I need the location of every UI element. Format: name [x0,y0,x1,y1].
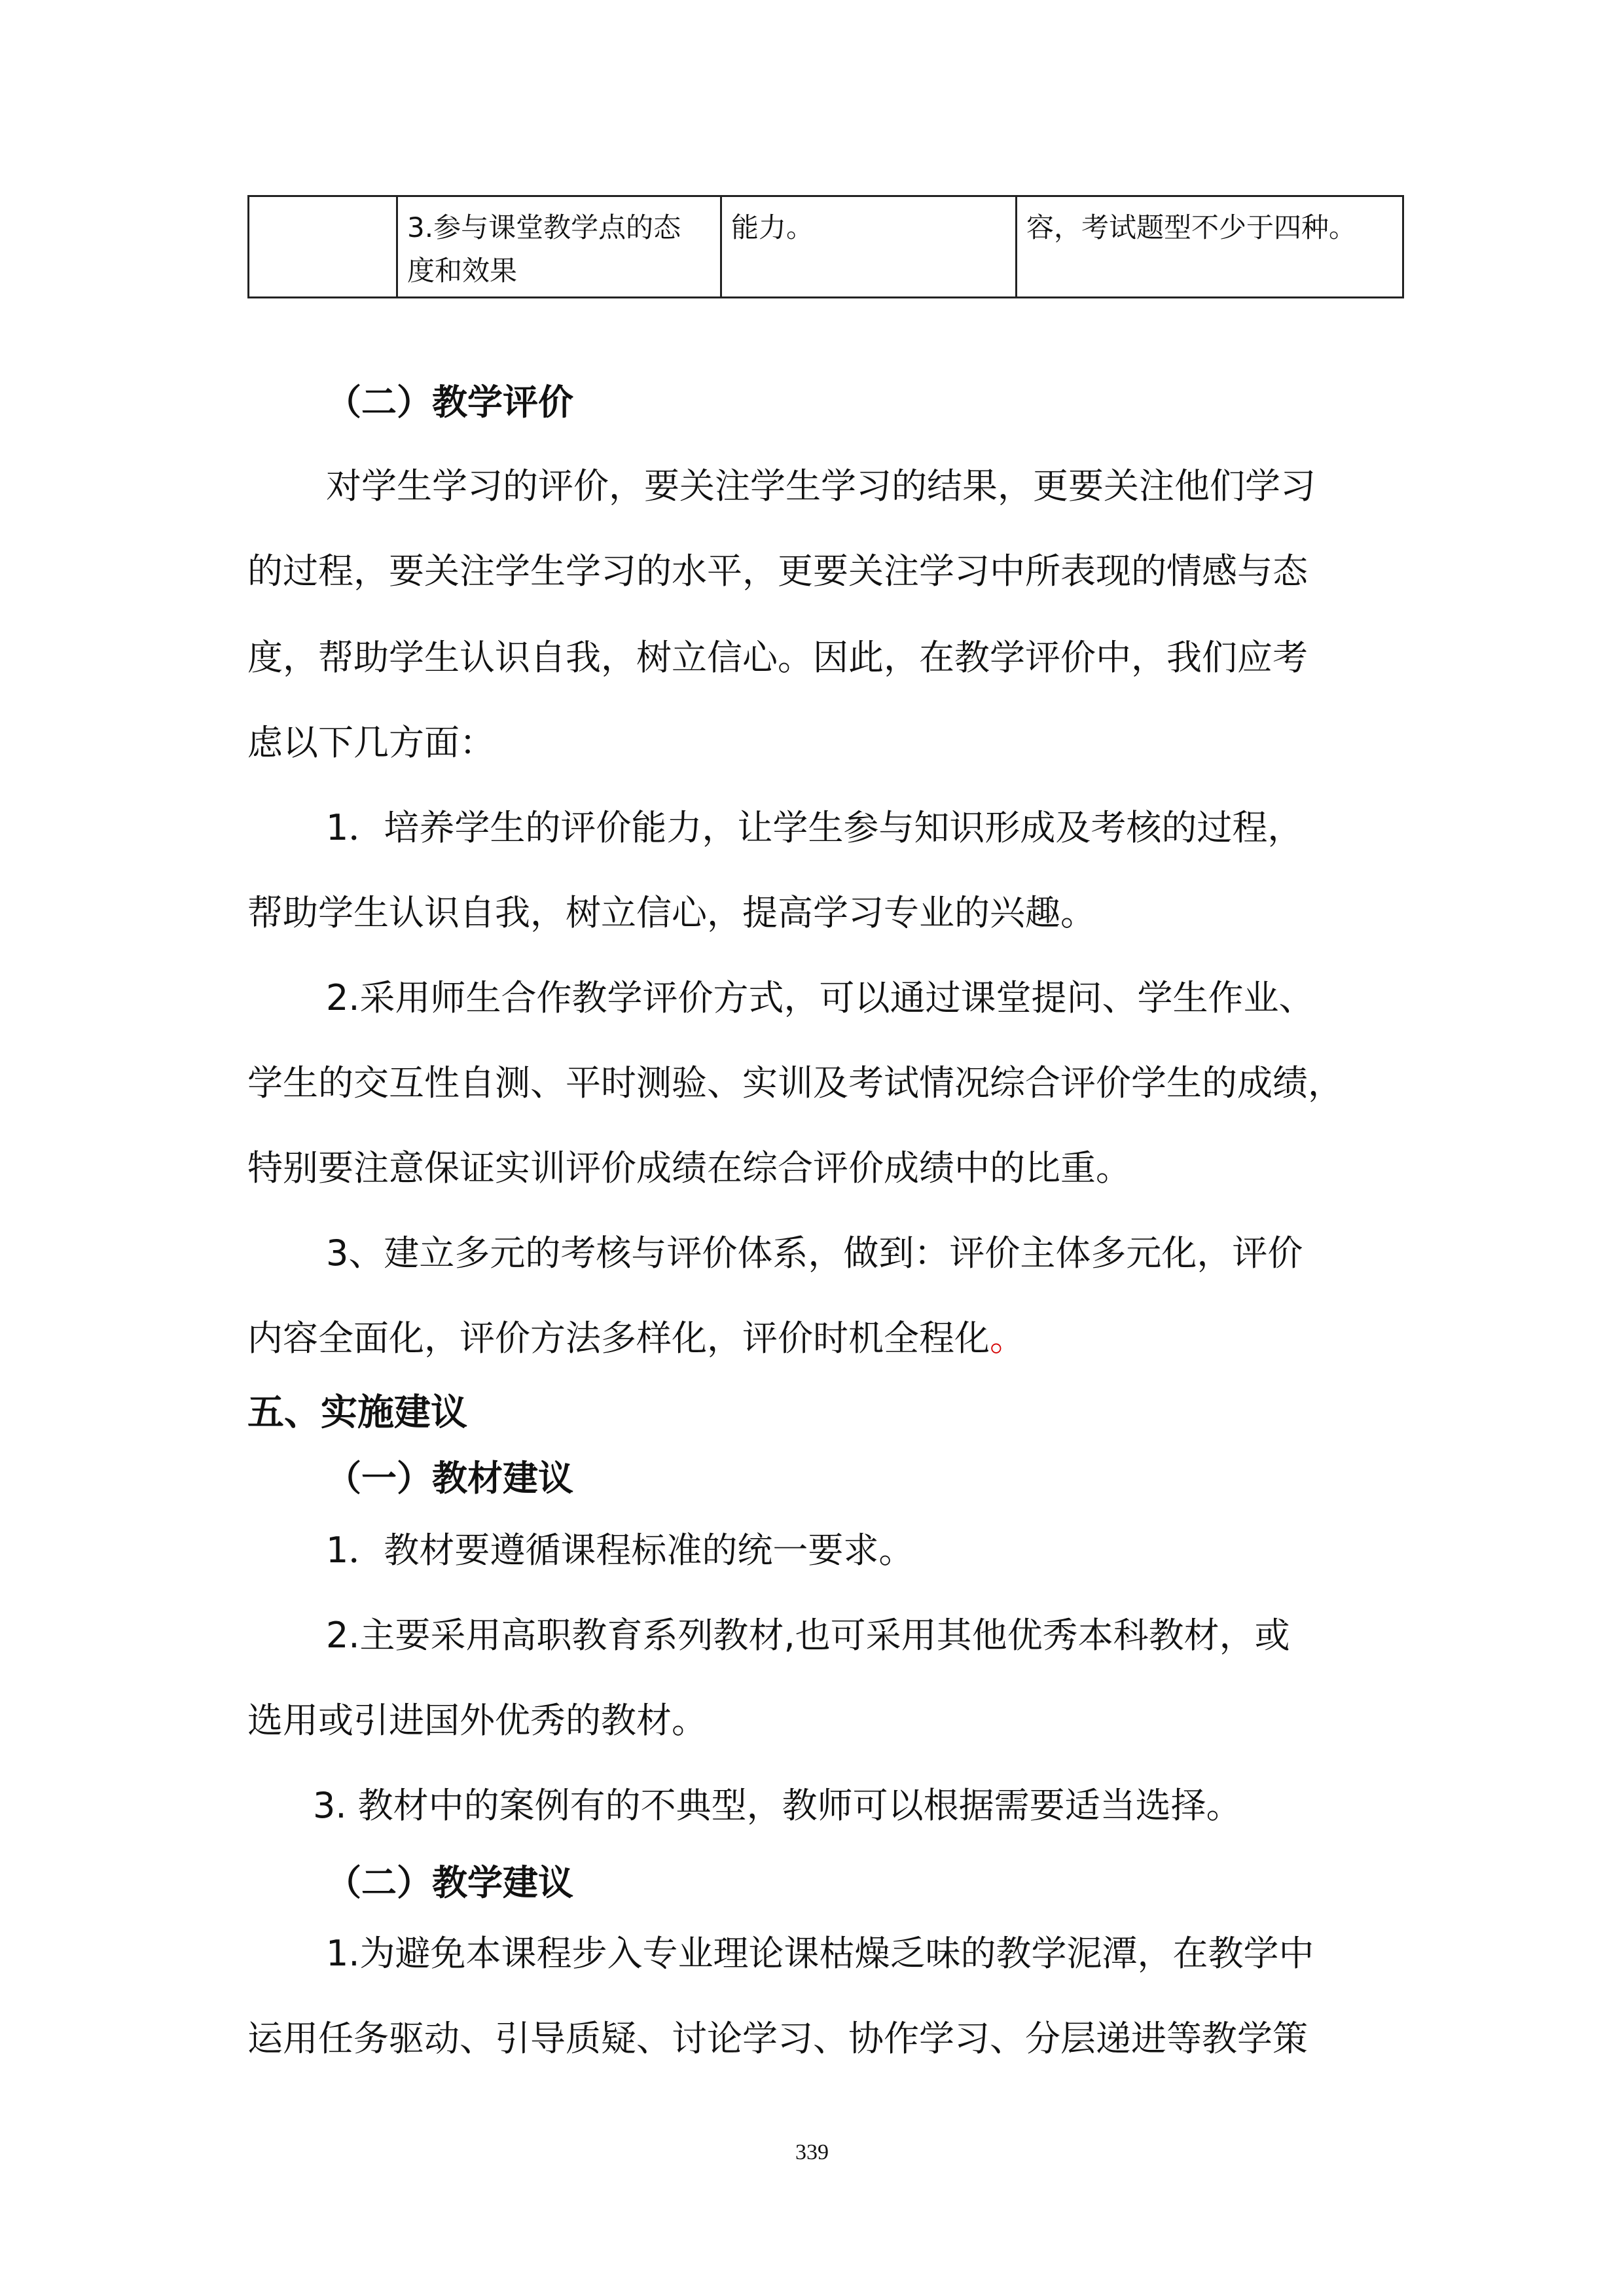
paragraph-line [247,1310,1025,1361]
paragraph-line: 对学生学习的评价，要关注学生学习的结果，更要关注他们学习 [326,465,1316,507]
paragraph-line: 1．培养学生的评价能力，让学生参与知识形成及考核的过程， [326,807,1303,848]
paragraph-line: 2.采用师生合作教学评价方式，可以通过课堂提问、学生作业、 [326,977,1314,1018]
paragraph-line: 帮助学生认识自我，树立信心，提高学习专业的兴趣。 [247,892,1096,933]
cell-text: 度和效果 [407,255,518,287]
continued-table [247,195,1404,298]
paragraph-line: 1.为避免本课程步入专业理论课枯燥乏味的教学泥潭，在教学中 [326,1933,1314,1974]
paragraph-line: 的过程，要关注学生学习的水平，更要关注学习中所表现的情感与态 [247,550,1308,592]
paragraph-line: 虑以下几方面： [247,722,495,763]
paragraph-text: 内容全面化，评价方法多样化，评价时机全程化 [247,1318,990,1359]
section-heading: （二）教学建议 [326,1862,573,1903]
paragraph-line: 特别要注意保证实训评价成绩在综合评价成绩中的比重。 [247,1147,1131,1189]
paragraph-line: 度，帮助学生认识自我，树立信心。因此，在教学评价中，我们应考 [247,637,1308,678]
chapter-heading: 五、实施建议 [247,1391,467,1434]
paragraph-line: 1．教材要遵循课程标准的统一要求。 [326,1530,914,1571]
paragraph-line: 3. 教材中的案例有的不典型，教师可以根据需要适当选择。 [313,1785,1242,1826]
table-cell [249,196,397,298]
paragraph-line: 学生的交互性自测、平时测验、实训及考试情况综合评价学生的成绩， [247,1062,1343,1103]
paragraph-line: 2.主要采用高职教育系列教材,也可采用其他优秀本科教材，或 [326,1615,1290,1656]
cell-text: 3.参与课堂教学点的态 [407,211,681,243]
red-period: 。 [990,1318,1025,1359]
table-cell: 能力。 [721,196,1017,298]
page-number: 339 [795,2140,829,2164]
table-row [249,196,1403,298]
paragraph-line: 运用任务驱动、引导质疑、讨论学习、协作学习、分层递进等教学策 [247,2018,1308,2059]
paragraph-line: 3、建立多元的考核与评价体系，做到：评价主体多元化，评价 [326,1232,1303,1274]
section-heading: （一）教材建议 [326,1458,573,1499]
paragraph-line: 选用或引进国外优秀的教材。 [247,1700,707,1741]
table-cell: 容，考试题型不少于四种。 [1017,196,1403,298]
section-heading: （二）教学评价 [326,382,573,423]
table-cell [397,196,721,298]
